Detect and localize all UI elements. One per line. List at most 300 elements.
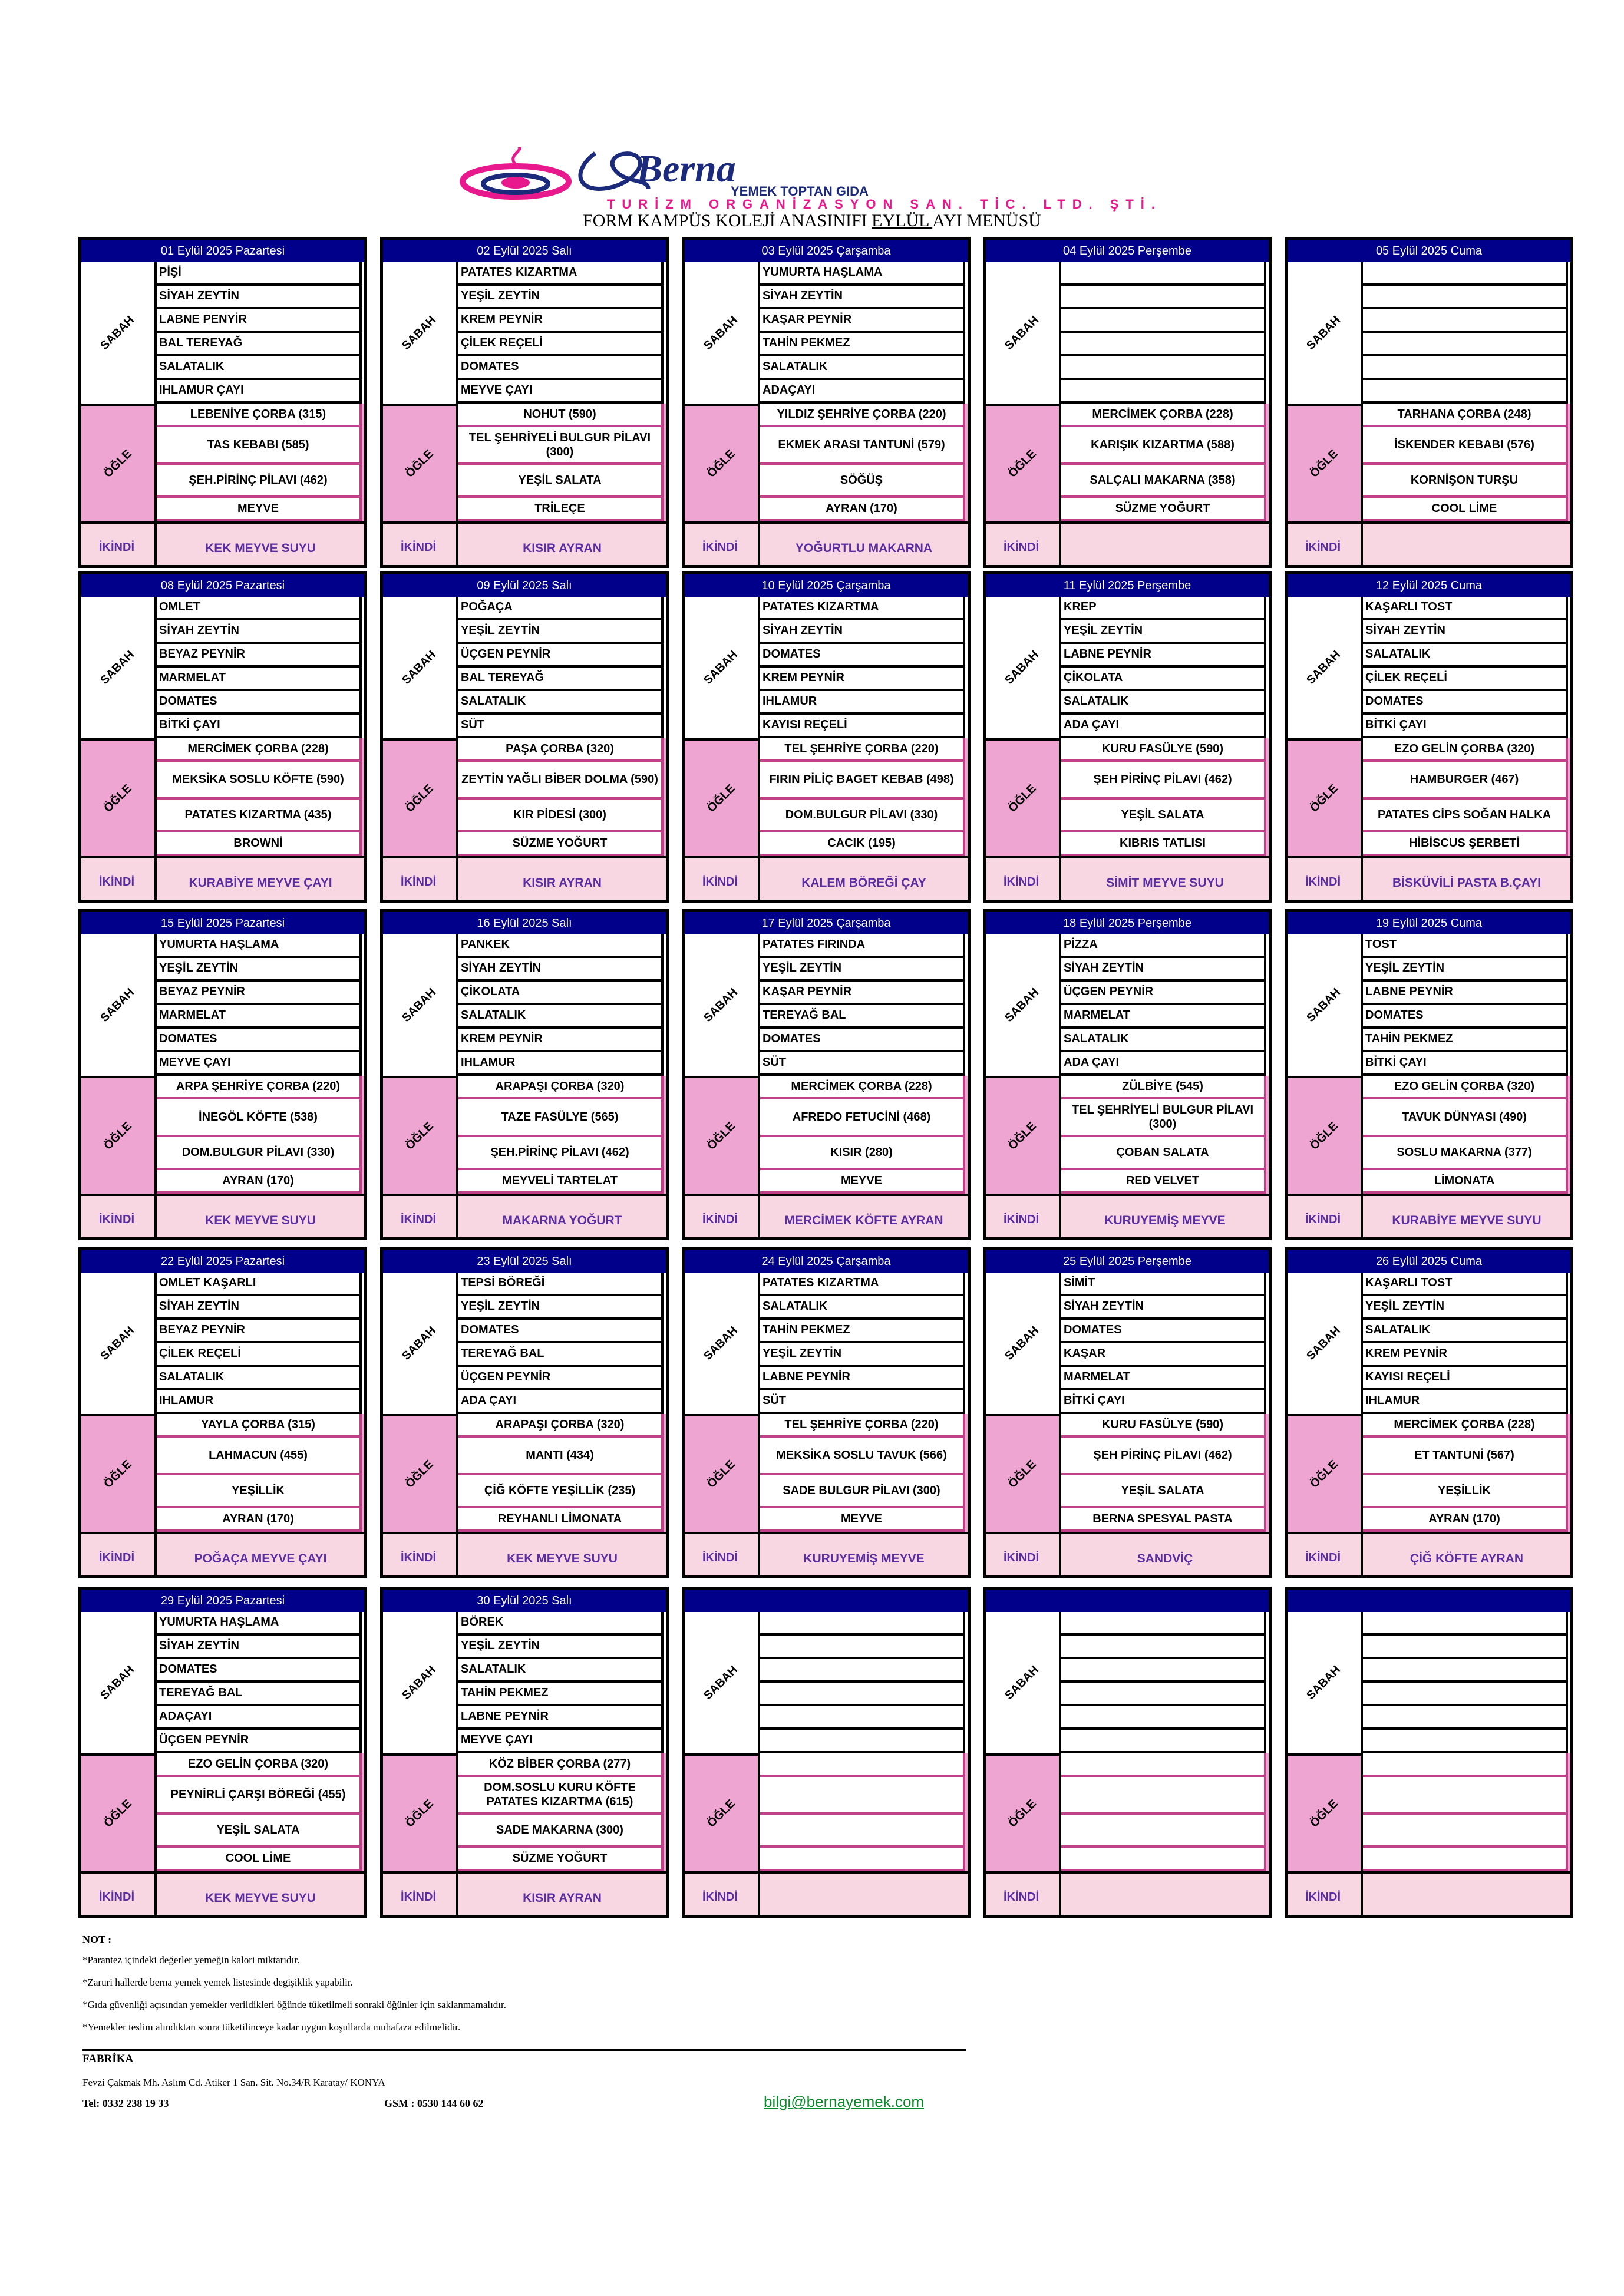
footer-email-link[interactable]: bilgi@bernayemek.com [764, 2093, 925, 2110]
sabah-label-text: SABAH [1002, 313, 1042, 352]
ogle-item: PAŞA ÇORBA (320) [458, 738, 664, 762]
day-card [78, 237, 367, 568]
ogle-label [1288, 738, 1363, 856]
notes [82, 1934, 506, 2044]
sabah-item: OMLET KAŞARLI [157, 1273, 362, 1296]
sabah-item [1363, 309, 1568, 333]
sabah-item [1363, 356, 1568, 380]
ogle-item: NOHUT (590) [458, 404, 664, 427]
day-card [682, 1587, 971, 1918]
ogle-item: MEYVE [760, 1508, 965, 1532]
ogle-label [81, 404, 157, 521]
day-header: 25 Eylül 2025 Perşembe [986, 1250, 1269, 1273]
ikindi-item: YOĞURTLU MAKARNA [760, 521, 968, 568]
sabah-item: ÇİLEK REÇELİ [458, 333, 664, 356]
sabah-label-text: SABAH [701, 647, 741, 687]
sabah-label [986, 262, 1061, 404]
ogle-label-text: ÖĞLE [1005, 1457, 1039, 1491]
ogle-item: TRİLEÇE [458, 498, 664, 521]
sabah-label-text: SABAH [701, 1323, 741, 1363]
ogle-label-text: ÖĞLE [1307, 447, 1341, 480]
ogle-label [383, 1076, 458, 1194]
sabah-item: SALATALIK [760, 1296, 965, 1320]
sabah-label [1288, 597, 1363, 738]
ikindi-item: ÇİĞ KÖFTE AYRAN [1363, 1532, 1570, 1578]
sabah-item [1061, 1636, 1266, 1659]
ogle-item: REYHANLI LİMONATA [458, 1508, 664, 1532]
sabah-item: TOST [1363, 934, 1568, 958]
sabah-item [1061, 380, 1266, 404]
note-line: *Zaruri hallerde berna yemek yemek listesinde degişiklik yapabilir. [82, 1977, 353, 1988]
ikindi-label: İKİNDİ [81, 1194, 157, 1240]
ogle-item: YEŞİL SALATA [458, 465, 664, 498]
sabah-item [1363, 333, 1568, 356]
ogle-item: BROWNİ [157, 832, 362, 856]
logo-line2: TURİZM ORGANİZASYON SAN. TİC. LTD. ŞTİ. [607, 197, 1155, 212]
sabah-item: KAŞAR [1061, 1343, 1266, 1367]
sabah-item [760, 1636, 965, 1659]
sabah-item [1363, 286, 1568, 309]
day-header: 22 Eylül 2025 Pazartesi [81, 1250, 364, 1273]
ogle-item [1363, 1753, 1568, 1777]
ogle-item: YEŞİLLİK [157, 1475, 362, 1508]
sabah-item: PATATES KIZARTMA [458, 262, 664, 286]
sabah-item [1061, 333, 1266, 356]
ogle-item [1061, 1815, 1266, 1848]
ogle-label [1288, 1414, 1363, 1532]
day-header [685, 1590, 968, 1612]
title-prefix: FORM KAMPÜS KOLEJİ ANASINIFI [583, 211, 872, 230]
sabah-item: POĞAÇA [458, 597, 664, 620]
sabah-label [1288, 1273, 1363, 1414]
ogle-label [81, 1414, 157, 1532]
ikindi-item: SİMİT MEYVE SUYU [1061, 856, 1269, 903]
sabah-item: SALATALIK [1061, 691, 1266, 715]
sabah-label [383, 262, 458, 404]
footer-gsm: GSM : 0530 144 60 62 [384, 2097, 484, 2109]
sabah-item: SİYAH ZEYTİN [157, 1296, 362, 1320]
ogle-item: TEL ŞEHRİYELİ BULGUR PİLAVI (300) [1061, 1099, 1266, 1137]
ikindi-item: KEK MEYVE SUYU [157, 1871, 364, 1918]
ogle-item [1363, 1777, 1568, 1815]
sabah-label-text: SABAH [1304, 647, 1344, 687]
ogle-item: ARAPAŞI ÇORBA (320) [458, 1414, 664, 1438]
sabah-item: DOMATES [760, 1029, 965, 1052]
sabah-item: YEŞİL ZEYTİN [1061, 620, 1266, 644]
ogle-item: MERCİMEK ÇORBA (228) [1363, 1414, 1568, 1438]
ogle-item: MEKSİKA SOSLU KÖFTE (590) [157, 762, 362, 800]
title-month: EYLÜL [872, 211, 933, 230]
sabah-label-text: SABAH [400, 985, 439, 1025]
ikindi-label: İKİNDİ [81, 1871, 157, 1918]
sabah-label [81, 597, 157, 738]
sabah-item [760, 1683, 965, 1706]
ogle-item: PATATES CİPS SOĞAN HALKA [1363, 800, 1568, 832]
sabah-item: LABNE PEYNİR [760, 1367, 965, 1390]
day-header: 05 Eylül 2025 Cuma [1288, 240, 1570, 262]
sabah-item: TAHİN PEKMEZ [458, 1683, 664, 1706]
sabah-label [1288, 934, 1363, 1076]
note-line: *Parantez içindeki değerler yemeğin kalori miktarıdır. [82, 1954, 300, 1965]
ogle-item: SADE MAKARNA (300) [458, 1815, 664, 1848]
sabah-item [1363, 262, 1568, 286]
sabah-item [760, 1612, 965, 1636]
ogle-item [1363, 1848, 1568, 1871]
ogle-item: TEL ŞEHRİYELİ BULGUR PİLAVI (300) [458, 427, 664, 465]
sabah-item: KAŞARLI TOST [1363, 1273, 1568, 1296]
sabah-item: YUMURTA HAŞLAMA [760, 262, 965, 286]
sabah-item: DOMATES [1061, 1320, 1266, 1343]
ogle-item: TAVUK DÜNYASI (490) [1363, 1099, 1568, 1137]
day-header: 01 Eylül 2025 Pazartesi [81, 240, 364, 262]
sabah-item: BİTKİ ÇAYI [1363, 1052, 1568, 1076]
day-card [983, 1587, 1272, 1918]
day-card [983, 571, 1272, 903]
ikindi-item: KISIR AYRAN [458, 856, 666, 903]
day-header: 16 Eylül 2025 Salı [383, 912, 666, 934]
sabah-item: YEŞİL ZEYTİN [760, 958, 965, 982]
day-card [1285, 1587, 1573, 1918]
ogle-item: ET TANTUNİ (567) [1363, 1438, 1568, 1475]
ikindi-label: İKİNDİ [81, 856, 157, 903]
ogle-label [383, 738, 458, 856]
sabah-item [1061, 1612, 1266, 1636]
ikindi-item [1363, 521, 1570, 568]
sabah-item: MARMELAT [1061, 1367, 1266, 1390]
ogle-label-text: ÖĞLE [402, 1796, 436, 1830]
ikindi-label: İKİNDİ [1288, 521, 1363, 568]
day-card [983, 909, 1272, 1240]
sabah-label-text: SABAH [98, 647, 137, 687]
sabah-label [81, 1612, 157, 1753]
ogle-item: AFREDO FETUCİNİ (468) [760, 1099, 965, 1137]
sabah-item: KAŞAR PEYNİR [760, 982, 965, 1005]
day-header: 08 Eylül 2025 Pazartesi [81, 574, 364, 597]
ogle-item: LEBENİYE ÇORBA (315) [157, 404, 362, 427]
ogle-item: ARPA ŞEHRİYE ÇORBA (220) [157, 1076, 362, 1099]
sabah-item: KREM PEYNİR [760, 668, 965, 691]
ogle-label [986, 404, 1061, 521]
ogle-label-text: ÖĞLE [1005, 1796, 1039, 1830]
sabah-item: BEYAZ PEYNİR [157, 982, 362, 1005]
ogle-item: ARAPAŞI ÇORBA (320) [458, 1076, 664, 1099]
sabah-item: ÜÇGEN PEYNİR [458, 1367, 664, 1390]
ogle-label-text: ÖĞLE [101, 1119, 134, 1152]
sabah-item: SİYAH ZEYTİN [157, 620, 362, 644]
sabah-label-text: SABAH [400, 313, 439, 352]
sabah-item: YEŞİL ZEYTİN [458, 1636, 664, 1659]
ogle-item: YEŞİL SALATA [1061, 1475, 1266, 1508]
ikindi-label: İKİNDİ [81, 1532, 157, 1578]
sabah-item: ÜÇGEN PEYNİR [458, 644, 664, 668]
ogle-item: TARHANA ÇORBA (248) [1363, 404, 1568, 427]
ogle-label [986, 738, 1061, 856]
sabah-item: ADA ÇAYI [458, 1390, 664, 1414]
ogle-label [986, 1753, 1061, 1871]
sabah-item: YEŞİL ZEYTİN [1363, 1296, 1568, 1320]
sabah-item [760, 1706, 965, 1730]
sabah-item: PİZZA [1061, 934, 1266, 958]
sabah-item: TEREYAĞ BAL [157, 1683, 362, 1706]
ogle-item: SÜZME YOĞURT [1061, 498, 1266, 521]
sabah-item: DOMATES [1363, 1005, 1568, 1029]
sabah-label [1288, 1612, 1363, 1753]
ogle-label [685, 738, 760, 856]
ogle-label-text: ÖĞLE [1307, 1119, 1341, 1152]
sabah-item [1061, 356, 1266, 380]
ogle-item: SÜZME YOĞURT [458, 832, 664, 856]
ogle-item: MEYVE [760, 1170, 965, 1194]
sabah-item [1061, 309, 1266, 333]
ogle-item: AYRAN (170) [157, 1508, 362, 1532]
sabah-label [383, 597, 458, 738]
ogle-label [81, 1753, 157, 1871]
sabah-item: BÖREK [458, 1612, 664, 1636]
ikindi-label: İKİNDİ [986, 521, 1061, 568]
ogle-item: BERNA SPESYAL PASTA [1061, 1508, 1266, 1532]
day-card [380, 571, 669, 903]
day-header: 26 Eylül 2025 Cuma [1288, 1250, 1570, 1273]
sabah-item: SALATALIK [157, 356, 362, 380]
ikindi-label: İKİNDİ [383, 521, 458, 568]
ogle-item: MERCİMEK ÇORBA (228) [1061, 404, 1266, 427]
sabah-item: LABNE PENYİR [157, 309, 362, 333]
day-card [78, 1247, 367, 1578]
sabah-item: TAHİN PEKMEZ [1363, 1029, 1568, 1052]
sabah-item: BEYAZ PEYNİR [157, 1320, 362, 1343]
ogle-item [760, 1753, 965, 1777]
ikindi-item [760, 1871, 968, 1918]
sabah-item: DOMATES [157, 691, 362, 715]
sabah-item: BİTKİ ÇAYI [1363, 715, 1568, 738]
ogle-item [760, 1815, 965, 1848]
notes-title: NOT : [82, 1934, 112, 1945]
ikindi-label: İKİNDİ [685, 1871, 760, 1918]
ikindi-item: KISIR AYRAN [458, 1871, 666, 1918]
ikindi-item [1061, 1871, 1269, 1918]
sabah-label [81, 934, 157, 1076]
title-suffix: AYI MENÜSÜ [932, 211, 1041, 230]
sabah-item: YEŞİL ZEYTİN [458, 620, 664, 644]
sabah-item [1363, 1659, 1568, 1683]
ogle-item: KURU FASÜLYE (590) [1061, 1414, 1266, 1438]
ikindi-item [1363, 1871, 1570, 1918]
ogle-label-text: ÖĞLE [101, 1796, 134, 1830]
day-header: 02 Eylül 2025 Salı [383, 240, 666, 262]
ogle-item: TEL ŞEHRİYE ÇORBA (220) [760, 738, 965, 762]
ogle-item: YEŞİLLİK [1363, 1475, 1568, 1508]
sabah-item [1363, 1730, 1568, 1753]
sabah-item [1061, 286, 1266, 309]
ogle-label-text: ÖĞLE [704, 1457, 738, 1491]
ogle-label-text: ÖĞLE [402, 1457, 436, 1491]
sabah-label-text: SABAH [1002, 1663, 1042, 1702]
sabah-item: SİYAH ZEYTİN [1061, 958, 1266, 982]
sabah-item: DOMATES [157, 1029, 362, 1052]
sabah-item: KAYISI REÇELİ [1363, 1367, 1568, 1390]
sabah-label-text: SABAH [400, 1663, 439, 1702]
sabah-label [1288, 262, 1363, 404]
sabah-item: PİŞİ [157, 262, 362, 286]
ikindi-label: İKİNDİ [1288, 1194, 1363, 1240]
sabah-label [685, 597, 760, 738]
ogle-item: KIR PİDESİ (300) [458, 800, 664, 832]
sabah-item: SİMİT [1061, 1273, 1266, 1296]
ogle-label [685, 404, 760, 521]
day-card [1285, 237, 1573, 568]
sabah-item: YEŞİL ZEYTİN [458, 286, 664, 309]
sabah-item [1363, 380, 1568, 404]
ogle-item: ŞEH.PİRİNÇ PİLAVI (462) [458, 1137, 664, 1170]
ogle-label-text: ÖĞLE [704, 1119, 738, 1152]
sabah-item: ÇİKOLATA [1061, 668, 1266, 691]
ogle-item: ÇİĞ KÖFTE YEŞİLLİK (235) [458, 1475, 664, 1508]
day-header: 18 Eylül 2025 Perşembe [986, 912, 1269, 934]
sabah-label [986, 934, 1061, 1076]
ogle-item: EKMEK ARASI TANTUNİ (579) [760, 427, 965, 465]
ogle-item: ZEYTİN YAĞLI BİBER DOLMA (590) [458, 762, 664, 800]
day-header: 03 Eylül 2025 Çarşamba [685, 240, 968, 262]
ogle-item: COOL LİME [157, 1848, 362, 1871]
ogle-item: ZÜLBİYE (545) [1061, 1076, 1266, 1099]
sabah-label-text: SABAH [701, 313, 741, 352]
sabah-item: DOMATES [458, 356, 664, 380]
sabah-item: SALATALIK [760, 356, 965, 380]
ikindi-item: POĞAÇA MEYVE ÇAYI [157, 1532, 364, 1578]
ikindi-item [1061, 521, 1269, 568]
ogle-item [760, 1777, 965, 1815]
ikindi-item: KEK MEYVE SUYU [458, 1532, 666, 1578]
sabah-label-text: SABAH [701, 1663, 741, 1702]
ogle-item [760, 1848, 965, 1871]
sabah-item: PATATES FIRINDA [760, 934, 965, 958]
sabah-item: KREM PEYNİR [1363, 1343, 1568, 1367]
ogle-item: SÖĞÜŞ [760, 465, 965, 498]
sabah-label-text: SABAH [98, 1663, 137, 1702]
ikindi-label: İKİNDİ [1288, 856, 1363, 903]
ogle-item: CACIK (195) [760, 832, 965, 856]
sabah-item: YUMURTA HAŞLAMA [157, 934, 362, 958]
sabah-item: LABNE PEYNİR [458, 1706, 664, 1730]
sabah-item: KREM PEYNİR [458, 309, 664, 333]
ogle-item: MEYVE [157, 498, 362, 521]
ogle-item: HAMBURGER (467) [1363, 762, 1568, 800]
ogle-item: MEYVELİ TARTELAT [458, 1170, 664, 1194]
day-card [983, 237, 1272, 568]
sabah-item: IHLAMUR [760, 691, 965, 715]
footer-tel: Tel: 0332 238 19 33 [82, 2097, 169, 2109]
sabah-item: IHLAMUR [458, 1052, 664, 1076]
ogle-label-text: ÖĞLE [1307, 1457, 1341, 1491]
ikindi-label: İKİNDİ [1288, 1532, 1363, 1578]
day-header: 04 Eylül 2025 Perşembe [986, 240, 1269, 262]
day-header: 19 Eylül 2025 Cuma [1288, 912, 1570, 934]
sabah-item: PANKEK [458, 934, 664, 958]
ikindi-label: İKİNDİ [685, 1532, 760, 1578]
sabah-item: ÇİLEK REÇELİ [1363, 668, 1568, 691]
ogle-item: YEŞİL SALATA [1061, 800, 1266, 832]
sabah-item: SİYAH ZEYTİN [1061, 1296, 1266, 1320]
ogle-item: MEKSİKA SOSLU TAVUK (566) [760, 1438, 965, 1475]
ogle-item: ŞEH.PİRİNÇ PİLAVI (462) [157, 465, 362, 498]
sabah-item: MARMELAT [157, 668, 362, 691]
sabah-item [1061, 262, 1266, 286]
sabah-label-text: SABAH [1002, 985, 1042, 1025]
ikindi-item: KURUYEMİŞ MEYVE [1061, 1194, 1269, 1240]
day-header: 23 Eylül 2025 Salı [383, 1250, 666, 1273]
ogle-label [81, 738, 157, 856]
sabah-item: SİYAH ZEYTİN [458, 958, 664, 982]
sabah-item: TAHİN PEKMEZ [760, 333, 965, 356]
ogle-item: LİMONATA [1363, 1170, 1568, 1194]
day-header: 29 Eylül 2025 Pazartesi [81, 1590, 364, 1612]
day-card [78, 571, 367, 903]
ogle-item: KÖZ BİBER ÇORBA (277) [458, 1753, 664, 1777]
ikindi-label: İKİNDİ [986, 856, 1061, 903]
sabah-item: OMLET [157, 597, 362, 620]
ogle-label-text: ÖĞLE [1005, 1119, 1039, 1152]
ogle-item: SÜZME YOĞURT [458, 1848, 664, 1871]
ikindi-label: İKİNDİ [685, 856, 760, 903]
ogle-item: İSKENDER KEBABI (576) [1363, 427, 1568, 465]
ikindi-item: KURUYEMİŞ MEYVE [760, 1532, 968, 1578]
ogle-label-text: ÖĞLE [1005, 447, 1039, 480]
sabah-item: LABNE PEYNİR [1061, 644, 1266, 668]
sabah-item: SALATALIK [1363, 644, 1568, 668]
sabah-item: LABNE PEYNİR [1363, 982, 1568, 1005]
sabah-item: SÜT [760, 1052, 965, 1076]
day-header: 15 Eylül 2025 Pazartesi [81, 912, 364, 934]
sabah-item: KAŞAR PEYNİR [760, 309, 965, 333]
ogle-label [383, 404, 458, 521]
sabah-item [1363, 1706, 1568, 1730]
day-header: 30 Eylül 2025 Salı [383, 1590, 666, 1612]
ogle-item [1061, 1848, 1266, 1871]
sabah-item: SİYAH ZEYTİN [760, 286, 965, 309]
sabah-item: YEŞİL ZEYTİN [760, 1343, 965, 1367]
footer-divider [82, 2049, 966, 2051]
sabah-item: IHLAMUR [157, 1390, 362, 1414]
sabah-item: SALATALIK [1061, 1029, 1266, 1052]
ogle-item: ŞEH PİRİNÇ PİLAVI (462) [1061, 762, 1266, 800]
ogle-label [383, 1414, 458, 1532]
ogle-item: YILDIZ ŞEHRİYE ÇORBA (220) [760, 404, 965, 427]
ogle-item [1061, 1753, 1266, 1777]
ogle-label [383, 1753, 458, 1871]
sabah-label-text: SABAH [98, 1323, 137, 1363]
sabah-item: TEREYAĞ BAL [760, 1005, 965, 1029]
ogle-label [1288, 1753, 1363, 1871]
ogle-label-text: ÖĞLE [1307, 1796, 1341, 1830]
ogle-label-text: ÖĞLE [704, 781, 738, 815]
sabah-label [986, 597, 1061, 738]
ogle-item: YEŞİL SALATA [157, 1815, 362, 1848]
ogle-item: COOL LİME [1363, 498, 1568, 521]
day-card [1285, 571, 1573, 903]
ogle-item: KORNİŞON TURŞU [1363, 465, 1568, 498]
sabah-label-text: SABAH [1304, 1663, 1344, 1702]
ogle-item: SALÇALI MAKARNA (358) [1061, 465, 1266, 498]
sabah-item: SİYAH ZEYTİN [157, 286, 362, 309]
ogle-item: SADE BULGUR PİLAVI (300) [760, 1475, 965, 1508]
day-card [1285, 1247, 1573, 1578]
ikindi-label: İKİNDİ [685, 521, 760, 568]
ikindi-item: BİSKÜVİLİ PASTA B.ÇAYI [1363, 856, 1570, 903]
sabah-item: BİTKİ ÇAYI [157, 715, 362, 738]
sabah-label [383, 1273, 458, 1414]
day-card [380, 237, 669, 568]
ogle-item: ÇOBAN SALATA [1061, 1137, 1266, 1170]
